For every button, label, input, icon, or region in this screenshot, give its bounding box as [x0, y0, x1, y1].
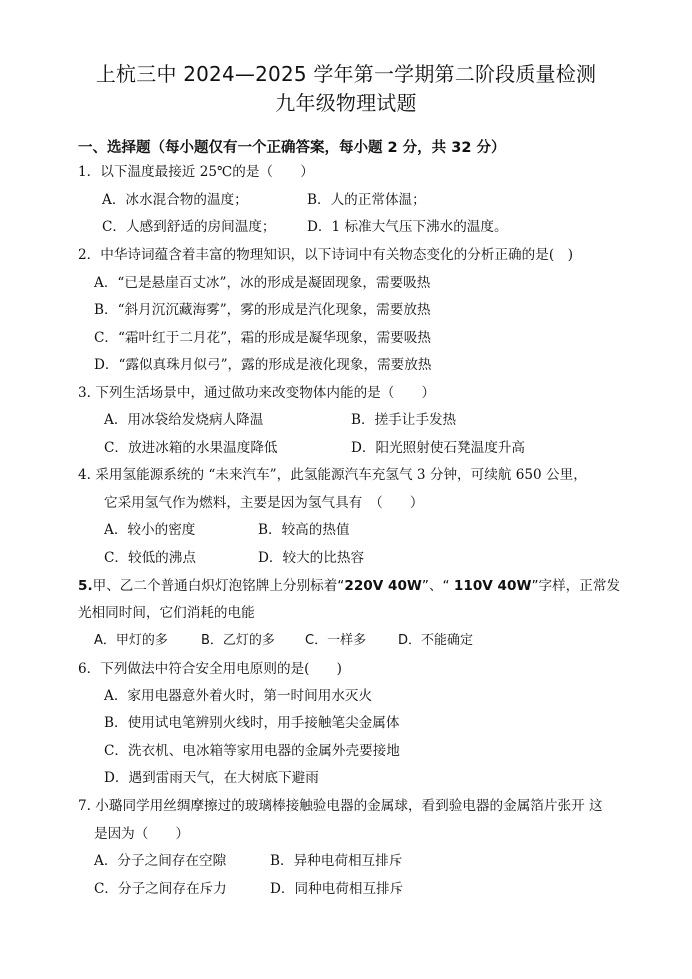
question-2-option-c: C．“霜叶红于二月花”，霜的形成是凝华现象，需要吸热: [94, 330, 431, 346]
question-3-option-a: A．用冰袋给发烧病人降温: [104, 412, 264, 428]
section-heading: 一、选择题（每小题仅有一个正确答案，每小题 2 分，共 32 分）: [78, 140, 506, 156]
question-1-option-c: C．人感到舒适的房间温度；: [102, 219, 276, 235]
question-5-option-b: B．乙灯的多: [201, 633, 275, 648]
question-3-option-b: B．搓手让手发热: [351, 412, 457, 428]
question-5-stem: [78, 577, 620, 595]
question-4-option-b: B．较高的热值: [258, 522, 350, 538]
question-4-option-c: C．较低的沸点: [104, 550, 196, 566]
question-7-option-c: C．分子之间存在斥力: [94, 881, 227, 897]
question-4-option-a: A．较小的密度: [104, 522, 196, 538]
question-7-option-d: D．同种电荷相互排斥: [270, 881, 404, 897]
exam-title: 上杭三中 2024—2025 学年第一学期第二阶段质量检测: [95, 62, 597, 86]
question-6-stem: 6．下列做法中符合安全用电原则的是( ): [78, 661, 342, 677]
question-5-label-a: 220V 40W: [344, 578, 422, 594]
question-3-stem: 3. 下列生活场景中，通过做功来改变物体内能的是（ ）: [78, 385, 436, 401]
question-2-option-d: D．“露似真珠月似弓”，露的形成是液化现象，需要放热: [94, 357, 432, 373]
question-1-option-d: D．1 标准大气压下沸水的温度。: [307, 219, 508, 235]
question-1-option-b: B．人的正常体温；: [307, 192, 426, 208]
question-2-option-b: B．“斜月沉沉藏海雾”，雾的形成是汽化现象，需要放热: [94, 302, 431, 318]
question-5-stem-continued: 光相同时间，它们消耗的电能: [78, 605, 255, 621]
question-3-option-c: C．放进冰箱的水果温度降低: [104, 440, 278, 456]
question-7-option-b: B．异种电荷相互排斥: [270, 853, 403, 869]
question-4-stem-continued: 它采用氢气作为燃料，主要是因为氢气具有 （ ）: [104, 495, 424, 511]
question-1-option-a: A．冰水混合物的温度；: [102, 192, 248, 208]
question-6-option-d: D．遇到雷雨天气，在大树底下避雨: [104, 770, 319, 786]
question-2-option-a: A．“已是悬崖百丈冰”，冰的形成是凝固现象，需要吸热: [94, 275, 431, 291]
question-5-option-a: A．甲灯的多: [94, 633, 168, 648]
question-5-stem-mid: ”、“: [421, 578, 454, 594]
question-4-stem: 4. 采用氢能源系统的 “未来汽车”，此氢能源汽车充氢气 3 分钟，可续航 650 公里，: [78, 467, 587, 483]
question-7-stem-continued: 是因为（ ）: [94, 826, 190, 842]
question-7-option-a: A．分子之间存在空隙: [94, 853, 227, 869]
question-2-stem: 2．中华诗词蕴含着丰富的物理知识，以下诗词中有关物态变化的分析正确的是( ): [78, 247, 574, 263]
exam-subtitle: 九年级物理试题: [275, 91, 417, 115]
question-5-option-d: D．不能确定: [398, 633, 474, 648]
question-5-stem-end: ”字样，正常发: [531, 578, 621, 594]
question-6-option-b: B．使用试电笔辨别火线时，用手接触笔尖金属体: [104, 715, 400, 731]
question-6-option-a: A．家用电器意外着火时，第一时间用水灭火: [104, 688, 373, 704]
question-3-option-d: D．阳光照射使石凳温度升高: [351, 440, 526, 456]
question-5-stem-text: 甲、乙二个普通白炽灯泡铭牌上分别标着“: [92, 578, 345, 594]
question-1-stem: 1．以下温度最接近 25℃的是（ ）: [78, 164, 314, 180]
question-5-number: 5.: [78, 578, 93, 594]
question-5-option-c: C．一样多: [305, 633, 367, 648]
question-5-label-b: 110V 40W: [453, 578, 532, 594]
question-7-stem: 7. 小璐同学用丝绸摩擦过的玻璃棒接触验电器的金属球，看到验电器的金属箔片张开 这: [78, 798, 603, 814]
question-4-option-d: D．较大的比热容: [258, 550, 365, 566]
question-6-option-c: C．洗衣机、电冰箱等家用电器的金属外壳要接地: [104, 743, 400, 759]
